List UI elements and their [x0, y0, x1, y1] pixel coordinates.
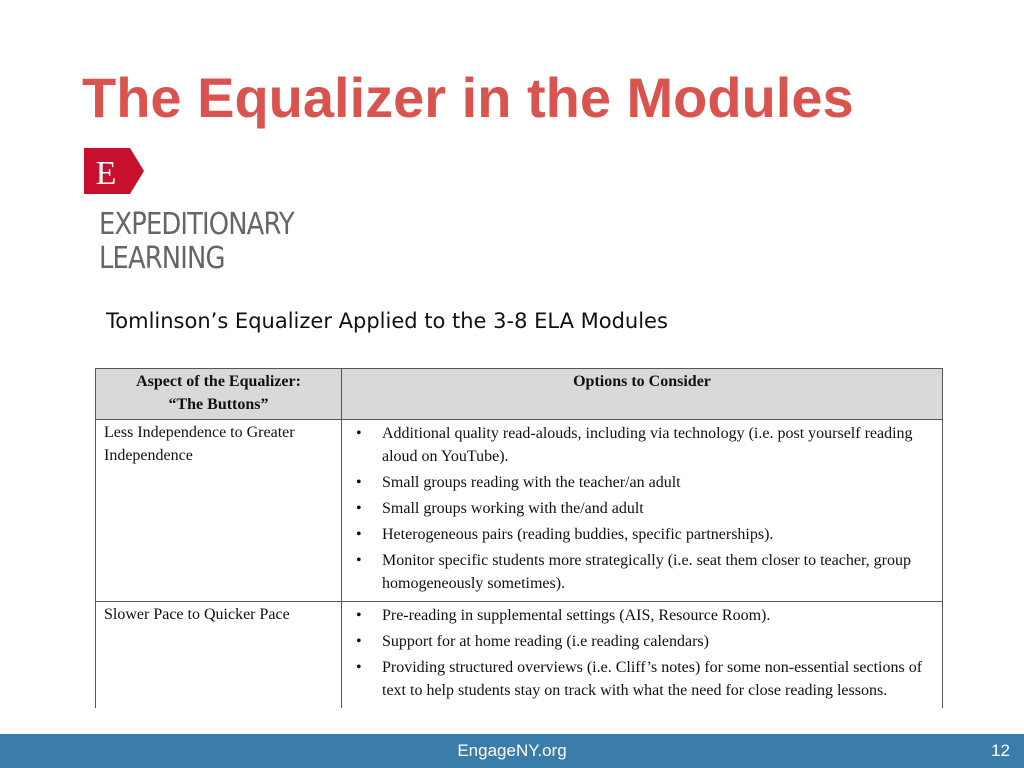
page-number: 12 — [991, 741, 1010, 760]
list-item: • Additional quality read-alouds, including via technology (i.e. post yourself reading aloud on YouTube). — [382, 422, 934, 468]
header-options: Options to Consider — [342, 369, 943, 420]
list-item: • Small groups working with the/and adult — [382, 497, 934, 520]
header-aspect-line-2: “The Buttons” — [168, 396, 269, 413]
logo-line-2: LEARNING — [99, 241, 225, 276]
footer-site: EngageNY.org — [457, 741, 567, 760]
list-item: • Heterogeneous pairs (reading buddies, specific partnerships). — [382, 523, 934, 546]
list-item: • Monitor specific students more strategically (i.e. seat them closer to teacher, group homogeneously sometimes). — [382, 549, 934, 595]
slide-title: The Equalizer in the Modules — [82, 66, 854, 129]
list-item: • Pre-reading in supplemental settings (AIS, Resource Room). — [382, 604, 934, 627]
expeditionary-learning-logo-icon — [84, 148, 144, 194]
equalizer-table — [95, 368, 943, 708]
table-row — [96, 420, 943, 602]
table-subtitle: Tomlinson’s Equalizer Applied to the 3-8 ELA Modules — [106, 309, 668, 333]
list-item: • Small groups reading with the teacher/an adult — [382, 471, 934, 494]
list-item: • Providing structured overviews (i.e. Cliff’s notes) for some non-essential sections of text to help students stay on track with what the need for close reading lessons. — [382, 656, 934, 702]
header-aspect — [96, 369, 342, 420]
header-aspect-line-1: Aspect of the Equalizer: — [136, 373, 301, 390]
options-list — [350, 604, 934, 702]
options-list — [350, 422, 934, 595]
table-header-row — [96, 369, 943, 420]
logo-line-1: EXPEDITIONARY — [99, 207, 294, 242]
aspect-cell: Slower Pace to Quicker Pace — [96, 602, 342, 709]
table-row — [96, 602, 943, 709]
footer-bar — [0, 734, 1024, 768]
options-cell — [342, 420, 943, 602]
logo-letter: E — [95, 155, 117, 192]
aspect-cell: Less Independence to Greater Independence — [96, 420, 342, 602]
logo-wordmark — [99, 208, 294, 276]
options-cell — [342, 602, 943, 709]
list-item: • Support for at home reading (i.e reading calendars) — [382, 630, 934, 653]
